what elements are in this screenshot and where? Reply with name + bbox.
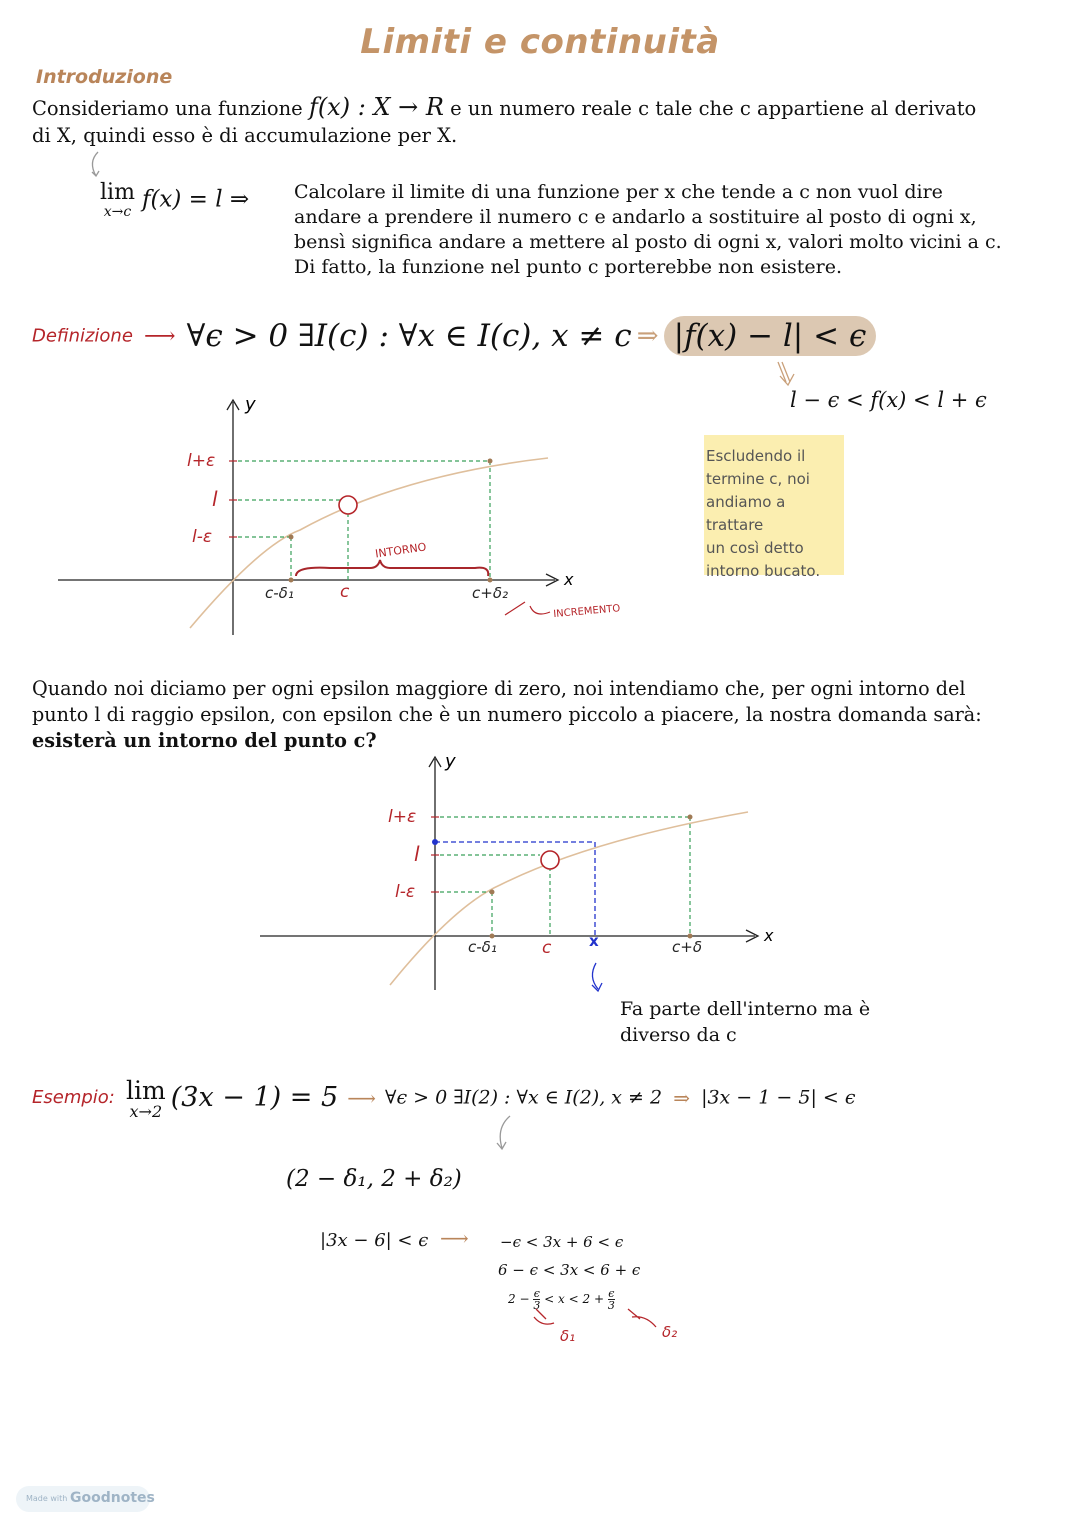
hole-marker (339, 496, 357, 514)
label-c-plus-delta: c+δ₂ (472, 584, 509, 602)
down-arrow-icon (770, 360, 800, 388)
label-l-plus-eps: l+ε (187, 451, 216, 471)
arrow-icon: ⟶ (144, 323, 176, 349)
example-limit-operator: lim x→2 (125, 1076, 166, 1121)
hole-marker (541, 851, 559, 869)
step3-middle: < x < 2 + (544, 1292, 604, 1306)
label-l: l (212, 487, 218, 511)
label-c-minus-delta: c-δ₁ (468, 938, 497, 956)
definition-highlight: |f(x) − l| < ϵ (664, 316, 877, 356)
point-marker (490, 890, 495, 895)
definition-formula: ∀ϵ > 0 ∃I(c) : ∀x ∈ I(c), x ≠ c (186, 318, 632, 354)
label-c-plus-delta: c+δ (672, 938, 702, 956)
implies-icon: ⇒ (636, 321, 659, 351)
definition-consequence: l − ϵ < f(x) < l + ϵ (790, 388, 987, 412)
intro-text-pre: Consideriamo una funzione (32, 97, 303, 120)
label-intorno: INTORNO (374, 540, 428, 561)
note-line: Fa parte dell'interno ma è (620, 998, 871, 1020)
x-axis-label: x (564, 570, 574, 589)
page-title: Limiti e continuità (360, 22, 720, 62)
explanation-line: Calcolare il limite di una funzione per x che tende a c non vuol dire (294, 181, 943, 203)
explanation-line: bensì significa andare a mettere al posto di ogni x, valori molto vicini a c. (294, 231, 1002, 253)
intro-text-post: e un numero reale c tale che c appartiene al derivato (450, 97, 977, 120)
paragraph-2 (32, 676, 1072, 754)
x-axis-label: x (764, 926, 774, 945)
curved-arrow-icon (86, 150, 106, 180)
sticky-line: termine c, noi (706, 470, 810, 488)
label-c: c (542, 938, 552, 958)
sticky-line: intorno bucato. (706, 562, 821, 580)
limit-formula (100, 180, 249, 219)
point-marker (488, 578, 493, 583)
sticky-line: Escludendo il (706, 447, 806, 465)
goodnotes-badge (16, 1486, 155, 1512)
paragraph-bold-question: esisterà un intorno del punto c? (32, 729, 377, 752)
sticky-line: un così detto (706, 539, 804, 557)
blue-curved-arrow-icon (592, 963, 598, 989)
sticky-note (704, 435, 844, 580)
paragraph-line: punto l di raggio epsilon, con epsilon che è un numero piccolo a piacere, la nostra domanda sarà: (32, 703, 982, 726)
sticky-line: andiamo a trattare (706, 493, 786, 534)
limit-explanation (294, 180, 1074, 280)
point-marker (488, 459, 493, 464)
definition-label: Definizione (32, 325, 133, 347)
graph-2 (240, 745, 800, 1005)
intorno-brace (296, 560, 488, 576)
step3-left: 2 − (508, 1292, 530, 1306)
limit-expression: f(x) = l ⇒ (141, 186, 250, 213)
limit-operator: lim x→c (100, 180, 135, 220)
arrow-icon: ⟶ (347, 1085, 376, 1110)
delta1-arrow-icon (534, 1309, 554, 1324)
y-axis-label: y (245, 394, 256, 415)
example-row (32, 1076, 855, 1119)
example-step-2: 6 − ϵ < 3x < 6 + ϵ (498, 1261, 641, 1279)
delta-arrows (528, 1305, 698, 1347)
function-curve (190, 458, 548, 628)
label-c-minus-delta: c-δ₁ (265, 584, 294, 602)
label-l-minus-eps: l-ε (395, 882, 416, 902)
explanation-line: Di fatto, la funzione nel punto c porterebbe non esistere. (294, 256, 843, 278)
example-formula: ∀ϵ > 0 ∃I(2) : ∀x ∈ I(2), x ≠ 2 (385, 1086, 663, 1109)
y-axis-label: y (445, 751, 456, 772)
label-x-point: x (589, 932, 599, 950)
example-step-1: −ϵ < 3x + 6 < ϵ (500, 1233, 624, 1251)
intro-line-1 (32, 94, 1062, 122)
curved-arrow-icon (494, 1114, 518, 1154)
incremento-arrow-icon (505, 602, 550, 615)
arrow-icon: ⟶ (440, 1226, 469, 1250)
example-interval: (2 − δ₁, 2 + δ₂) (286, 1166, 462, 1192)
function-curve (390, 812, 748, 985)
label-l-minus-eps: l-ε (192, 527, 213, 547)
graph-1 (0, 380, 700, 650)
label-l-plus-eps: l+ε (388, 807, 417, 827)
fraction: $\frac{\epsilon}{3}$ (607, 1287, 615, 1312)
example-inequality: |3x − 6| < ϵ (320, 1230, 429, 1251)
fraction: $\frac{\epsilon}{3}$ (533, 1287, 541, 1312)
point-marker-blue (432, 839, 438, 845)
graph-2-note (620, 996, 870, 1048)
paragraph-line: Quando noi diciamo per ogni epsilon maggiore di zero, noi intendiamo che, per ogni intorno del (32, 677, 966, 700)
point-marker (289, 535, 294, 540)
explanation-line: andare a prendere il numero c e andarlo a sostituire al posto di ogni x, (294, 206, 977, 228)
label-delta1: δ₁ (560, 1327, 576, 1345)
implies-icon: ⇒ (673, 1085, 690, 1110)
badge-brand: Goodnotes (70, 1490, 155, 1506)
point-marker (289, 578, 294, 583)
label-delta2: δ₂ (662, 1323, 678, 1341)
point-marker (688, 815, 693, 820)
definition-row (32, 318, 876, 354)
intro-line-2: di X, quindi esso è di accumulazione per X. (32, 124, 458, 147)
label-incremento: INCREMENTO (552, 603, 621, 621)
badge-made-with: Made with (26, 1494, 68, 1503)
delta2-arrow-icon (628, 1309, 656, 1327)
example-expression: (3x − 1) = 5 (170, 1082, 339, 1113)
intro-function-math: f(x) : X → R (308, 93, 444, 121)
label-l: l (414, 842, 420, 866)
example-result: |3x − 1 − 5| < ϵ (701, 1086, 856, 1109)
intro-heading: Introduzione (36, 66, 173, 88)
example-label: Esempio: (32, 1087, 115, 1108)
label-c: c (340, 582, 350, 602)
note-line: diverso da c (620, 1024, 737, 1046)
